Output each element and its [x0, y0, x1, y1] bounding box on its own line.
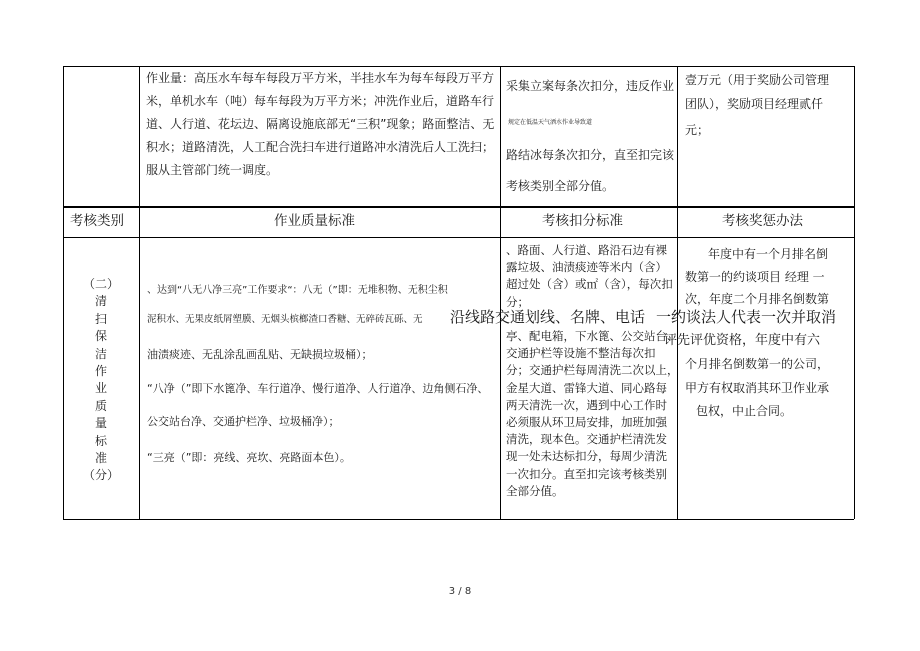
deduction-text-block: [506, 242, 679, 500]
header-standard: 作业质量标准: [274, 213, 355, 229]
table-left-border: [63, 66, 64, 519]
deduction-line: 露垃圾、油渍痰迹等米内（含）: [506, 260, 667, 275]
deduction-line: [506, 311, 679, 328]
deduction-line: 清洗，现本色。交通护栏清洗发: [506, 432, 667, 447]
header-deduction: 考核扣分标准: [542, 213, 623, 229]
category-char: 业: [94, 381, 107, 396]
reward-line: 数第一的约谈项目 经理 一: [685, 270, 825, 284]
standard-line: “八净（”即下水篦净、车行道净、慢行道净、人行道净、边角侧石净、: [147, 382, 489, 395]
deduction-line: 超过处（含）或㎡（含），每次扣: [506, 277, 673, 292]
top-deduction-line: 采集立案每条次扣分，违反作业: [506, 79, 675, 93]
deduction-line: 亭、配电箱，下水篦、公交站台、: [506, 329, 679, 343]
category-char: （分）: [82, 468, 119, 483]
category-char: （二）: [82, 277, 119, 291]
reward-line: 年度中有一个月排名倒: [708, 247, 829, 261]
page-number: 3 / 8: [448, 586, 472, 597]
deduction-line: 分；交通护栏每周清洗二次以上，: [506, 363, 679, 378]
header-top-border: [63, 206, 854, 208]
deduction-line: 两天清洗一次，遇到中心工作时: [506, 397, 667, 412]
top-deduction-line: 考核类别全部分值。: [506, 179, 615, 193]
standard-line: 油渍痰迹、无乱涂乱画乱贴、无缺损垃圾桶）；: [147, 348, 373, 361]
category-char: 标: [94, 433, 107, 448]
table-right-border: [854, 66, 855, 519]
table-top-border: [63, 66, 854, 67]
reward-line: 包权，中止合同。: [696, 404, 793, 418]
top-standard-line: 道、人行道、花坛边、隔离设施底部无“三积”现象；路面整洁、无: [146, 117, 495, 131]
top-standard-line: 积水；道路清洗，人工配合洗扫车进行道路冲水清洗后人工洗扫；: [146, 140, 495, 154]
category-char: 作: [94, 364, 107, 379]
reward-overlap-text: 一约谈法人代表一次并取消: [656, 308, 837, 326]
standard-line: “三亮（”即：亮线、亮坎、亮路面本色）。: [147, 451, 351, 464]
top-standard-line: 作业量：高压水车每车每段万平方米，半挂水车为每车每段万平方: [146, 71, 495, 85]
deduction-line: 一次扣分。直至扣完该考核类别: [506, 466, 667, 481]
standard-line: 公交站台净、交通护栏净、垃圾桶净）；: [147, 415, 340, 428]
column-divider-2: [500, 66, 501, 519]
reward-line: 个月排名倒数第一的公司，: [685, 357, 830, 371]
header-reward: 考核奖惩办法: [722, 213, 803, 229]
top-standard-line: 服从主管部门统一调度。: [146, 163, 279, 177]
header-category: 考核类别: [70, 213, 124, 229]
column-divider-1: [139, 66, 140, 519]
top-reward-line: 壹万元（用于奖励公司管理: [685, 73, 830, 87]
category-char: 质: [94, 398, 107, 413]
deduction-line: 分；: [506, 294, 529, 309]
top-reward-line: 元；: [685, 123, 710, 137]
reward-overlap-text: 评先评优资格，年度中有六: [664, 333, 821, 348]
category-char: 量: [94, 416, 107, 431]
deduction-line: 全部分值。: [506, 483, 564, 498]
header-bottom-border: [63, 237, 854, 238]
standard-overlap-text: 沿线路交通划线、名牌、电话: [450, 308, 646, 326]
top-deduction-line: 路结冰每条次扣分，直至扣完该: [506, 148, 675, 162]
top-standard-line: 米，单机水车（吨）每车每段为万平方米；冲洗作业后，道路车行: [146, 94, 495, 108]
deduction-line: 交通护栏等设施不整洁每次扣: [506, 346, 656, 361]
category-char: 扫: [94, 311, 107, 326]
top-reward-line: 团队），奖励项目经理贰仟: [685, 97, 824, 111]
category-vertical-text: [79, 276, 123, 485]
table-bottom-border: [63, 519, 854, 520]
deduction-line: 必须服从环卫局安排，加班加强: [506, 415, 667, 430]
category-char: 准: [94, 451, 107, 466]
deduction-line: 现一处未达标扣分，每周少清洗: [506, 449, 667, 464]
category-char: 保: [94, 329, 107, 344]
reward-line: 次，年度二个月排名倒数第: [685, 292, 830, 306]
deduction-line: 金星大道、雷锋大道、同心路每: [506, 380, 667, 395]
category-char: 清: [94, 294, 107, 309]
standard-line: 泥积水、无果皮纸屑塑膜、无烟头槟榔渣口香糖、无碎砖瓦砾、无: [147, 314, 423, 325]
reward-line: 甲方有权取消其环卫作业承: [685, 381, 830, 395]
category-char: 洁: [94, 346, 107, 361]
top-deduction-small-note: 规定在低温天气洒水作业导致道: [508, 119, 593, 126]
standard-line: 、达到“八无八净三亮”工作要求“：八无（”即：无堆积物、无积尘积: [147, 285, 448, 296]
deduction-line: 、路面、人行道、路沿石边有裸: [506, 243, 667, 257]
